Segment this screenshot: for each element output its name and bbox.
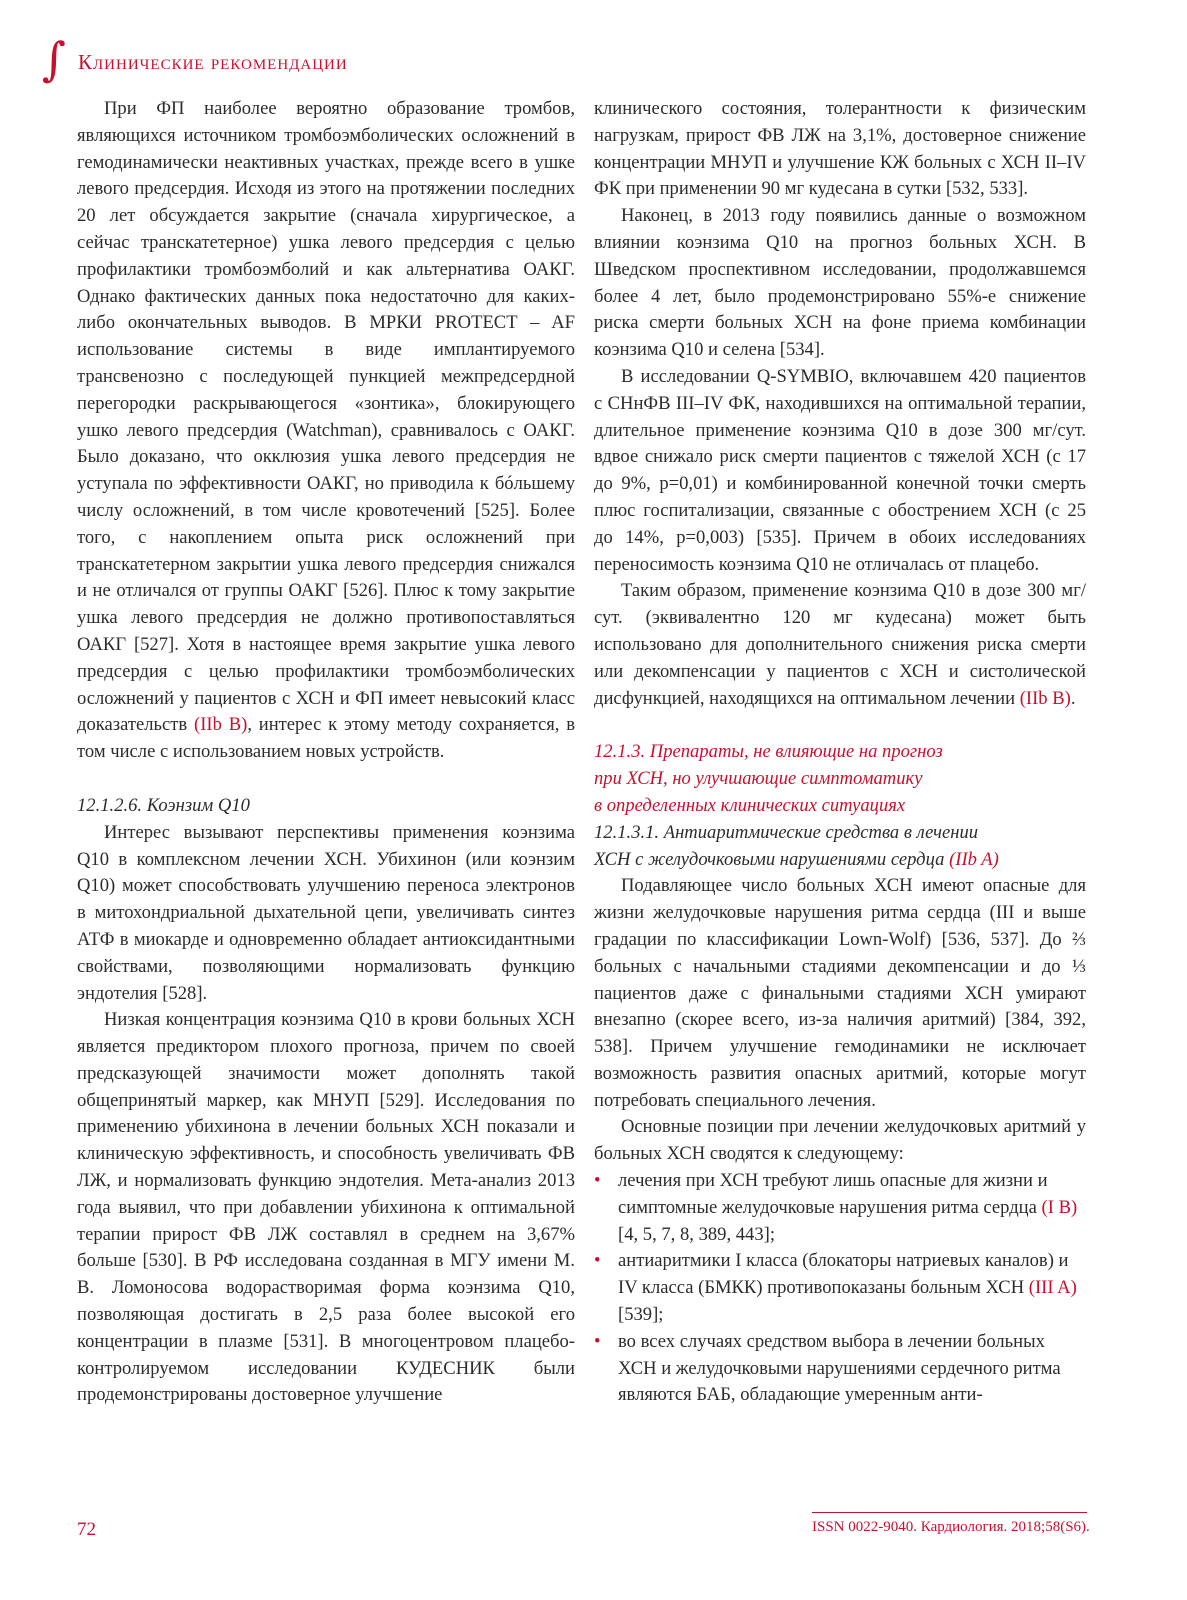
section-heading-line: при ХСН, но улучшающие симптоматику (594, 768, 923, 790)
paragraph: В исследовании Q-SYMBIO, включавшем 420 пациентов с СНнФВ III–IV ФК, находившихся на оптимальной терапии, длительное применение коэнзима Q10 в дозе 300 мг/сут. вдвое снижало риск смерти пациентов с тяжелой ХСН (с 17 до 9%, p=0,01) и комбинированной конечной точки смерть плюс госпитализации, связанные с обострением ХСН (с 25 до 14%, p=0,003) [535]. Причем в обоих исследованиях переносимость коэнзима Q10 не отличалась от плацебо. (594, 365, 1086, 575)
paragraph: Низкая концентрация коэнзима Q10 в крови больных ХСН является предиктором плохого прогноза, причем по своей предсказующей значимости может дополнять такой общепринятый маркер, как МНУП [529]. Исследования по применению убихинона в лечении больных ХСН показали и клиническую эффективность, и способность увеличивать ФВ ЛЖ, и нормализовать функцию эндотелия. Мета-анализ 2013 года выявил, что при добавлении убихинона к оптимальной терапии прирост ФВ ЛЖ составлял в среднем на 3,67% больше [530]. В РФ исследована созданная в МГУ имени М. В. Ломоносова водорастворимая форма коэнзима Q10, позволяющая достигать в 2,5 раза более высокой его концентрации в плазме [531]. В многоцентровом плацебо-контролируемом исследовании КУДЕСНИК были продемонстрированы достоверное улучшение (77, 1009, 575, 1406)
left-column (77, 96, 575, 1409)
recommendation-class: (III A) (1028, 1277, 1077, 1299)
paragraph: Интерес вызывают перспективы применения коэнзима Q10 в комплексном лечении ХСН. Убихинон (или коэнзим Q10) может способствовать улучшению переноса электронов в митохондриальной дыхательной цепи, увеличивать синтез АТФ в миокарде и одновременно обладает антиоксидантными свойствами, позволяющими нормализовать функцию эндотелия [528]. (77, 821, 575, 1004)
subsection-heading-line: ХСН с желудочковыми нарушениями сердца (IIb A) (594, 848, 999, 870)
list-item: • лечения при ХСН требуют лишь опасные для жизни и симптомные желудочковые нарушения ритма сердца (I B) [4, 5, 7, 8, 389, 443]; (594, 1168, 1086, 1248)
subsection-heading-line: 12.1.3.1. Антиаритмические средства в лечении (594, 821, 979, 843)
journal-citation: ISSN 0022-9040. Кардиология. 2018;58(S6). (812, 1519, 1090, 1535)
journal-logo-icon: ∫ (42, 32, 66, 86)
right-column (594, 96, 1086, 1409)
paragraph: Подавляющее число больных ХСН имеют опасные для жизни желудочковые нарушения ритма сердца (III и выше градации по классификации Lown-Wolf) [536, 537]. До ⅔ больных с начальными стадиями декомпенсации и до ⅓ пациентов даже с финальными стадиями ХСН умирают внезапно (скорее всего, из-за наличия аритмий) [384, 392, 538]. Причем улучшение гемодинамики не исключает возможность развития опасных аритмий, которые могут потребовать специального лечения. (594, 875, 1086, 1111)
recommendation-class: (IIb A) (949, 848, 999, 870)
bullet-list (594, 1168, 1086, 1409)
recommendation-class: (IIb B) (194, 714, 248, 736)
page-number: 72 (77, 1519, 96, 1540)
recommendation-class: (IIb B) (1019, 687, 1071, 709)
section-heading-line: в определенных клинических ситуациях (594, 794, 906, 816)
paragraph: Таким образом, применение коэнзима Q10 в дозе 300 мг/сут. (эквивалентно 120 мг кудесана) может быть использовано для дополнительного снижения риска смерти или декомпенсации у пациентов с ХСН и систолической дисфункцией, находящихся на оптимальном лечении (IIb B). (594, 580, 1086, 709)
list-item: • во всех случаях средством выбора в лечении больных ХСН и желудочковыми нарушениями сердечного ритма являются БАБ, обладающие умеренным анти- (594, 1329, 1086, 1409)
paragraph: Наконец, в 2013 году появились данные о возможном влиянии коэнзима Q10 на прогноз больных ХСН. В Шведском проспективном исследовании, продолжавшемся более 4 лет, было продемонстрировано 55%-е снижение риска смерти больных ХСН на фоне приема комбинации коэнзима Q10 и селена [534]. (594, 205, 1086, 361)
recommendation-class: (I B) (1041, 1196, 1078, 1218)
footer-divider (812, 1512, 1087, 1513)
paragraph: клинического состояния, толерантности к физическим нагрузкам, прирост ФВ ЛЖ на 3,1%, достоверное снижение концентрации МНУП и улучшение КЖ больных с ХСН II–IV ФК при применении 90 мг кудесана в сутки [532, 533]. (594, 98, 1086, 200)
section-header-title: Клинические рекомендации (78, 50, 348, 74)
paragraph: Основные позиции при лечении желудочковых аритмий у больных ХСН сводятся к следующему: (594, 1116, 1086, 1165)
section-heading-line: 12.1.3. Препараты, не влияющие на прогноз (594, 741, 943, 763)
list-item: • антиаритмики I класса (блокаторы натриевых каналов) и IV класса (БМКК) противопоказаны больным ХСН (III A) [539]; (594, 1248, 1086, 1328)
subsection-heading: 12.1.2.6. Коэнзим Q10 (77, 794, 250, 816)
paragraph: При ФП наиболее вероятно образование тромбов, являющихся источником тромбоэмболических осложнений в гемодинамически неактивных участках, прежде всего в ушке левого предсердия. Исходя из этого на протяжении последних 20 лет обсуждается закрытие (сначала хирургическое, а сейчас транскатетерное) ушка левого предсердия с целью профилактики тромбоэмболий и как альтернатива ОАКГ. Однако фактических данных пока недостаточно для каких-либо окончательных выводов. В МРКИ PROTECT – AF использование системы в виде имплантируемого трансвенозно с последующей пункцией межпредсердной перегородки раскрывающегося «зонтика», блокирующего ушко левого предсердия (Watchman), сравнивалось с ОАКГ. Было доказано, что окклюзия ушка левого предсердия не уступала по эффективности ОАКГ, но приводила к бóльшему числу осложнений, в том числе кровотечений [525]. Более того, с накоплением опыта риск осложнений при транскатетерном закрытии ушка левого предсердия снижался и не отличался от группы ОАКГ [526]. Плюс к тому закрытие ушка левого предсердия не должно противопоставляться ОАКГ [527]. Хотя в настоящее время закрытие ушка левого предсердия с целью профилактики тромбоэмболических осложнений у пациентов с ХСН и ФП имеет невысокий класс доказательств (IIb B), интерес к этому методу сохраняется, в том числе с использованием новых устройств. (77, 98, 575, 763)
